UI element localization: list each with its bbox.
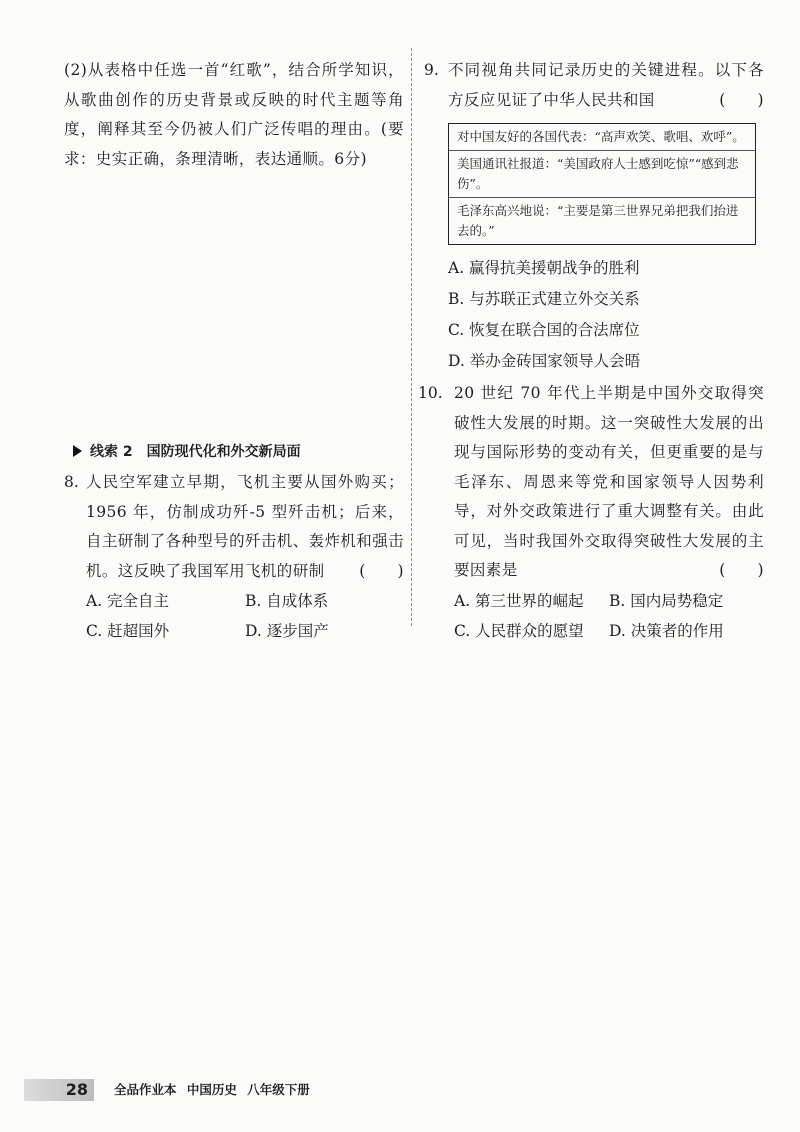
- triangle-bullet-icon: [73, 445, 82, 457]
- option-c[interactable]: C. 赶超国外: [86, 622, 170, 640]
- left-column: [64, 56, 404, 174]
- quote-row: 对中国友好的各国代表：“高声欢笑、歌唱、欢呼”。: [449, 124, 755, 151]
- options-row: [86, 616, 404, 646]
- question-7-part-2: (2)从表格中任选一首“红歌”，结合所学知识，从歌曲创作的历史背景或反映的时代主题等角度，阐释其至今仍被人们广泛传唱的理由。(要求：史实正确，条理清晰，表达通顺。6分): [64, 61, 404, 168]
- page-number: 28: [24, 1079, 94, 1101]
- book-title: 全品作业本: [114, 1082, 177, 1097]
- quote-table: [448, 123, 756, 245]
- option-d[interactable]: D. 逐步国产: [245, 622, 329, 640]
- option-d[interactable]: D. 举办金砖国家领导人会晤: [448, 352, 641, 370]
- question-8-stem: [86, 468, 404, 586]
- question-10-number: 10.: [418, 384, 443, 402]
- question-10-stem-text: 20 世纪 70 年代上半期是中国外交取得突破性大发展的时期。这一突破性大发展的出现与国际形势的变动有关，但更重要的是与毛泽东、周恩来等党和国家领导人因势利导，对外交政策进行了重大调整有关。由此可见，当时我国外交取得突破性大发展的主要因素是: [454, 384, 764, 579]
- options-row: [454, 616, 764, 646]
- right-column: [418, 56, 764, 646]
- grade: 八年级下册: [247, 1082, 310, 1097]
- question-9-stem-text: 不同视角共同记录历史的关键进程。以下各方反应见证了中华人民共和国: [448, 61, 764, 109]
- section-title: 国防现代化和外交新局面: [146, 444, 301, 460]
- option-a[interactable]: A. 第三世界的崛起: [454, 591, 584, 610]
- question-8: [64, 468, 404, 646]
- question-10: [418, 379, 764, 646]
- section-label: 线索 2: [90, 444, 133, 460]
- quote-row: 美国通讯社报道：“美国政府人士感到吃惊”“感到悲伤”。: [449, 151, 755, 198]
- option-b[interactable]: B. 自成体系: [245, 592, 329, 610]
- footer-text: [114, 1079, 310, 1101]
- question-8-stem-text: 人民空军建立早期，飞机主要从国外购买；1956 年，仿制成功歼-5 型歼击机；后来，自主研制了各种型号的歼击机、轰炸机和强击机。这反映了我国军用飞机的研制: [86, 473, 405, 580]
- question-9-stem: [448, 56, 764, 115]
- option-c[interactable]: C. 人民群众的愿望: [454, 621, 584, 640]
- section-header: [73, 440, 403, 464]
- question-9-number: 9.: [424, 61, 439, 79]
- question-10-stem: [454, 379, 764, 586]
- subject: 中国历史: [186, 1082, 237, 1097]
- option-a[interactable]: A. 赢得抗美援朝战争的胜利: [448, 259, 640, 277]
- option-b[interactable]: B. 国内局势稳定: [609, 591, 724, 610]
- option-d[interactable]: D. 决策者的作用: [609, 621, 724, 640]
- quote-row: 毛泽东高兴地说：“主要是第三世界兄弟把我们抬进去的。”: [457, 203, 739, 238]
- answer-blank[interactable]: ( ): [719, 90, 764, 109]
- column-divider: [411, 48, 412, 626]
- options-row: [454, 586, 764, 616]
- option-a[interactable]: A. 完全自主: [86, 592, 170, 610]
- question-9: [424, 56, 764, 377]
- option-b[interactable]: B. 与苏联正式建立外交关系: [448, 290, 640, 308]
- answer-blank[interactable]: ( ): [359, 561, 404, 580]
- question-8-number: 8.: [64, 473, 79, 491]
- option-c[interactable]: C. 恢复在联合国的合法席位: [448, 321, 640, 339]
- answer-blank[interactable]: ( ): [719, 561, 764, 579]
- page-footer: [24, 1079, 404, 1101]
- options-row: [86, 586, 404, 616]
